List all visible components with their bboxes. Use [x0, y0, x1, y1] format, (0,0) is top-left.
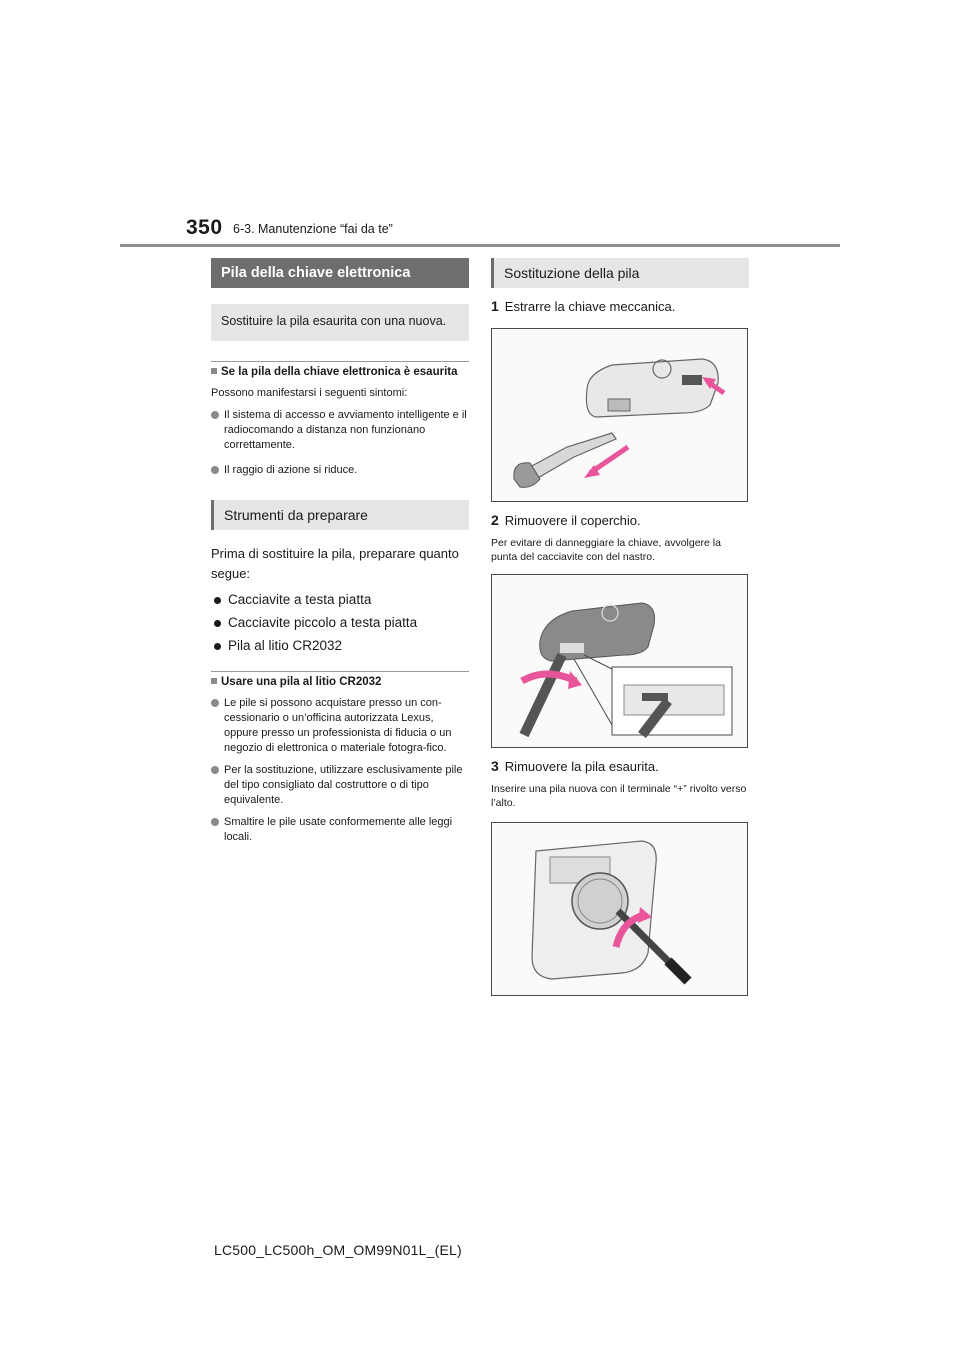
step-2-note: Per evitare di danneggiare la chiave, avvolgere la punta del cacciavite con del nastro. [491, 537, 721, 563]
replacement-heading: Sostituzione della pila [491, 258, 749, 288]
step-1: 1 Estrarre la chiave meccanica. [491, 298, 676, 314]
note-bullet: Per la sostituzione, utilizzare esclusivamente pile del tipo consigliato dal costruttore o di tipo equivalente. [211, 763, 469, 808]
dot-bullet-icon [211, 766, 219, 774]
note-bullet: Le pile si possono acquistare presso un con-cessionario o un’officina autorizzata Lexus, oppure presso un professionista di fiducia o un negozio di elettronica o materiale fotogra-fico. [211, 696, 469, 756]
dot-bullet-icon [211, 466, 219, 474]
note-bullet: Il sistema di accesso e avviamento intelligente e il radiocomando a distanza non funzionano correttamente. [211, 408, 469, 453]
square-bullet-icon [211, 678, 217, 684]
document-footer: LC500_LC500h_OM_OM99N01L_(EL) [214, 1242, 462, 1258]
square-bullet-icon [211, 368, 217, 374]
dot-bullet-icon [214, 643, 221, 650]
tool-item: Cacciavite a testa piatta [211, 592, 469, 607]
tool-item: Pila al litio CR2032 [211, 638, 469, 653]
note-bullet: Il raggio di azione si riduce. [211, 463, 469, 478]
section-reference: 6-3. Manutenzione “fai da te” [233, 222, 393, 236]
note-bullet: Smaltire le pile usate conformemente alle leggi locali. [211, 815, 469, 845]
note-title-battery-empty: Se la pila della chiave elettronica è esaurita [211, 361, 469, 378]
page-number: 350 [186, 216, 223, 239]
tools-intro: Prima di sostituire la pila, preparare quanto segue: [211, 546, 459, 581]
figure-remove-mechanical-key [491, 328, 748, 502]
note-title-cr2032: Usare una pila al litio CR2032 [211, 671, 469, 688]
right-column [491, 258, 749, 996]
tool-item: Cacciavite piccolo a testa piatta [211, 615, 469, 630]
left-column [211, 258, 469, 845]
tools-heading: Strumenti da preparare [211, 500, 469, 530]
dot-bullet-icon [211, 699, 219, 707]
figure-remove-battery [491, 822, 748, 996]
dot-bullet-icon [211, 411, 219, 419]
step-2: 2 Rimuovere il coperchio. [491, 512, 641, 528]
step-3: 3 Rimuovere la pila esaurita. [491, 758, 659, 774]
note-intro: Possono manifestarsi i seguenti sintomi: [211, 387, 408, 399]
dot-bullet-icon [214, 620, 221, 627]
dot-bullet-icon [214, 597, 221, 604]
summary-callout: Sostituire la pila esaurita con una nuova. [211, 304, 469, 341]
dot-bullet-icon [211, 818, 219, 826]
figure-remove-cover [491, 574, 748, 748]
step-3-note: Inserire una pila nuova con il terminale “+” rivolto verso l’alto. [491, 783, 747, 809]
section-banner: Pila della chiave elettronica [211, 258, 469, 288]
header-rule [120, 244, 840, 247]
